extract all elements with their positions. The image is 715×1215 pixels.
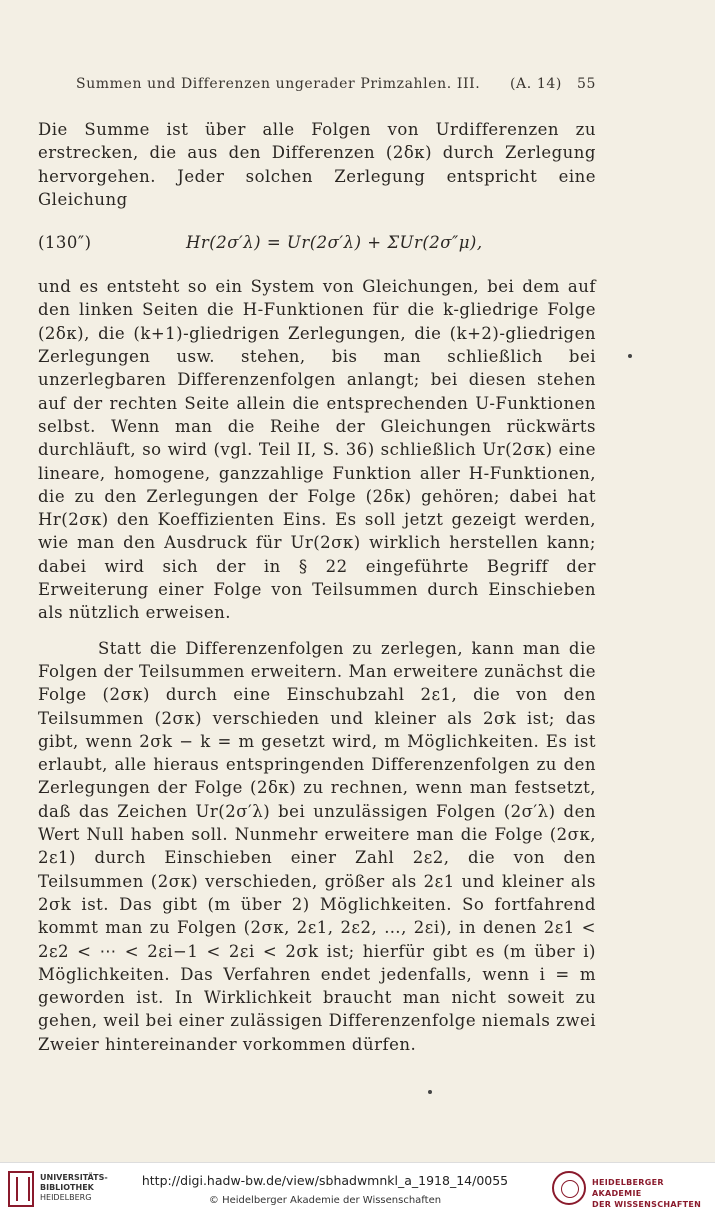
body-text <box>38 118 596 1056</box>
ink-speck <box>628 354 632 358</box>
permalink-url[interactable]: http://digi.hadw-bw.de/view/sbhadwmnkl_a_1918_14/0055 <box>141 1173 509 1188</box>
equation-expression: Hr(2σ′λ) = Ur(2σ′λ) + ΣUr(2σ″μ), <box>186 233 483 253</box>
page-number: 55 <box>576 76 596 92</box>
equation-label: (130″) <box>38 233 92 253</box>
running-header <box>76 76 596 92</box>
paragraph-1: Die Summe ist über alle Folgen von Urdifferenzen zu erstrecken, die aus den Differenzen (2δκ) durch Zerlegung hervorgehen. Jeder solchen Zerlegung entspricht eine Gleichung <box>38 120 596 209</box>
ink-speck <box>428 1090 432 1094</box>
reference-label: (A. 14) <box>509 76 562 92</box>
paragraph-2: und es entsteht so ein System von Gleichungen, bei dem auf den linken Seiten die H-Funktionen für die k-gliedrige Folge (2δκ), die (k+1)-gliedrigen Zerlegungen, die (k+2)-gliedrigen Zerlegungen usw. stehen, bis man schließlich bei unzerlegbaren Differenzenfolgen anlangt; bei diesen stehen auf der rechten Seite allein die entsprechenden U-Funktionen selbst. Wenn man die Reihe der Gleichungen rückwärts durchläuft, so wird (vgl. Teil II, S. 36) schließlich Ur(2σκ) eine lineare, homogene, ganzzahlige Funktion aller H-Funktionen, die zu den Zerlegungen der Folge (2δκ) gehören; dabei hat Hr(2σκ) den Koeffizienten Eins. Es soll jetzt gezeigt werden, wie man den Ausdruck für Ur(2σκ) wirklich herstellen kann; dabei wird sich der in § 22 eingeführte Begriff der Erweiterung einer Folge von Teilsummen durch Einschieben als nützlich erweisen. <box>38 277 596 623</box>
paragraph-3: Statt die Differenzenfolgen zu zerlegen, kann man die Folgen der Teilsummen erweitern. Man erweitere zunächst die Folge (2σκ) durch eine Einschubzahl 2ε1, die von den Teilsummen (2σκ) verschieden und kleiner als 2σk ist; das gibt, wenn 2σk − k = m gesetzt wird, m Möglichkeiten. Es ist erlaubt, alle hieraus entspringenden Differenzenfolgen zu den Zerlegungen der Folge (2δκ) zu rechnen, wenn man festsetzt, daß das Zeichen Ur(2σ′λ) bei unzulässigen Folgen (2σ′λ) den Wert Null haben soll. Nunmehr erweitere man die Folge (2σκ, 2ε1) durch Einschieben einer Zahl 2ε2, die von den Teilsummen (2σκ) verschieden, größer als 2ε1 und kleiner als 2σk ist. Das gibt (m über 2) Möglichkeiten. So fortfahrend kommt man zu Folgen (2σκ, 2ε1, 2ε2, …, 2εi), in denen 2ε1 < 2ε2 < ⋯ < 2εi−1 < 2εi < 2σk ist; hierfür gibt es (m über i) Möglichkeiten. Das Verfahren endet jedenfalls, wenn i = m geworden ist. In Wirklichkeit braucht man nicht soweit zu gehen, weil bei einer zulässigen Differenzenfolge niemals zwei Zweier hintereinander vorkommen dürfen. <box>38 638 596 1054</box>
running-title: Summen und Differenzen ungerader Primzahlen. III. <box>76 76 481 92</box>
academy-seal-icon[interactable] <box>552 1171 586 1205</box>
header-right <box>500 76 596 92</box>
equation-130 <box>38 211 596 275</box>
footer-bar <box>0 1162 715 1215</box>
copyright-notice: © Heidelberger Akademie der Wissenschaften <box>208 1195 442 1206</box>
university-library-logo-icon[interactable] <box>8 1171 34 1207</box>
academy-name[interactable]: HEIDELBERGER AKADEMIE DER WISSENSCHAFTEN <box>592 1178 702 1209</box>
university-library-name[interactable]: UNIVERSITÄTS-BIBLIOTHEK HEIDELBERG <box>40 1173 108 1202</box>
